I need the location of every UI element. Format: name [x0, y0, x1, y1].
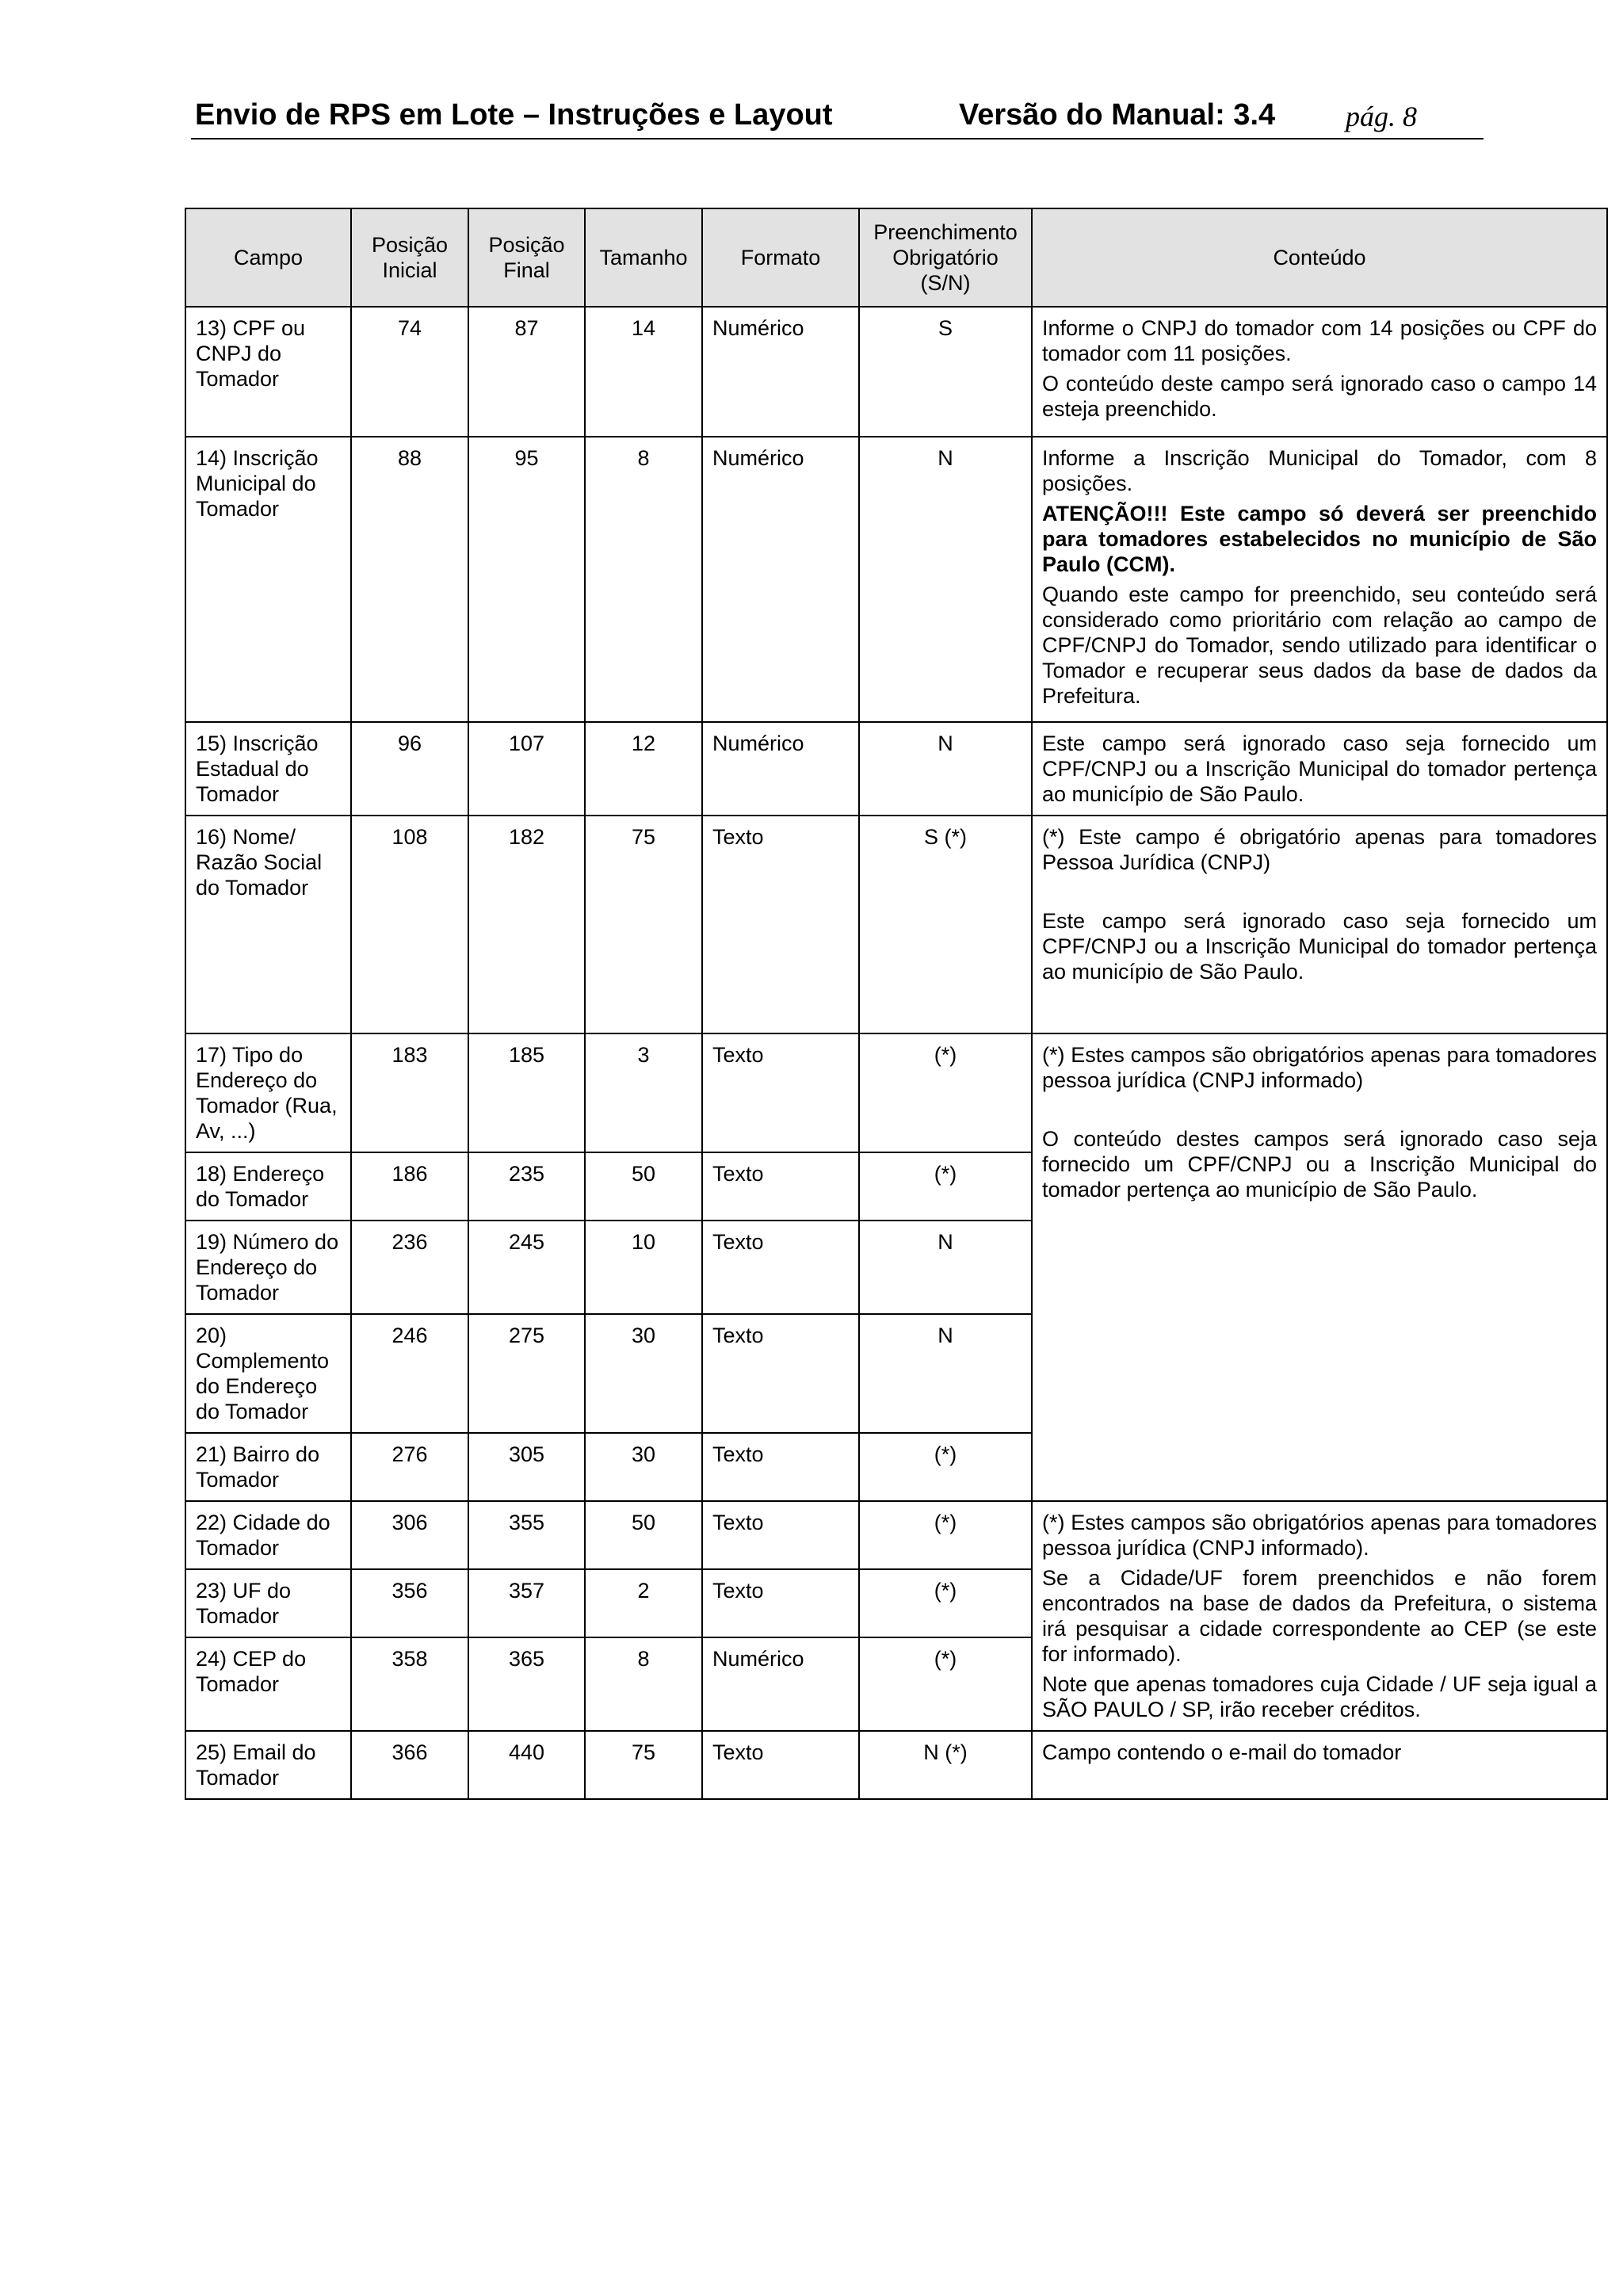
cell-pos-inicial: 358: [351, 1637, 468, 1731]
cell-pos-final: 245: [468, 1221, 585, 1314]
cell-pos-inicial: 74: [351, 307, 468, 437]
col-header-posicao-inicial: Posição Inicial: [351, 208, 468, 307]
cell-conteudo: [1032, 816, 1607, 1033]
cell-pos-inicial: 276: [351, 1433, 468, 1501]
cell-pos-inicial: 183: [351, 1033, 468, 1152]
cell-formato: Texto: [702, 1221, 859, 1314]
table-row: [185, 307, 1607, 437]
conteudo-paragraph: Informe a Inscrição Municipal do Tomador, com 8 posições.: [1042, 446, 1597, 495]
cell-pos-inicial: 246: [351, 1314, 468, 1433]
cell-pos-final: 355: [468, 1501, 585, 1569]
cell-pos-inicial: 96: [351, 722, 468, 816]
table-row: [185, 1501, 1607, 1569]
table-header-row: [185, 208, 1607, 307]
conteudo-paragraph: (*) Estes campos são obrigatórios apenas para tomadores pessoa jurídica (CNPJ informado): [1042, 1043, 1597, 1092]
cell-pos-final: 107: [468, 722, 585, 816]
cell-pos-final: 87: [468, 307, 585, 437]
cell-formato: Numérico: [702, 1637, 859, 1731]
cell-conteudo-endereco-group: [1032, 1033, 1607, 1501]
col-header-formato: Formato: [702, 208, 859, 307]
cell-pos-final: 275: [468, 1314, 585, 1433]
table-row: [185, 437, 1607, 722]
cell-campo: 17) Tipo do Endereço do Tomador (Rua, Av, ...): [185, 1033, 351, 1152]
cell-formato: Numérico: [702, 722, 859, 816]
cell-campo: 23) UF do Tomador: [185, 1569, 351, 1637]
cell-conteudo: [1032, 722, 1607, 816]
cell-formato: Numérico: [702, 437, 859, 722]
conteudo-paragraph: (*) Estes campos são obrigatórios apenas para tomadores pessoa jurídica (CNPJ informado).: [1042, 1511, 1597, 1560]
cell-tamanho: 30: [585, 1433, 702, 1501]
conteudo-paragraph: Quando este campo for preenchido, seu conteúdo será considerado como prioritário com relação ao campo de CPF/CNPJ do Tomador, sendo utilizado para identificar o Tomador e recuperar seus dados da base de dados da Prefeitura.: [1042, 583, 1597, 708]
cell-campo: 22) Cidade do Tomador: [185, 1501, 351, 1569]
col-header-conteudo: Conteúdo: [1032, 208, 1607, 307]
table-row: [185, 722, 1607, 816]
cell-pos-final: 365: [468, 1637, 585, 1731]
cell-tamanho: 75: [585, 1731, 702, 1799]
cell-tamanho: 50: [585, 1501, 702, 1569]
cell-obrigatorio: (*): [859, 1433, 1032, 1501]
cell-obrigatorio: N: [859, 1221, 1032, 1314]
col-header-tamanho: Tamanho: [585, 208, 702, 307]
cell-obrigatorio: N: [859, 722, 1032, 816]
cell-obrigatorio: (*): [859, 1501, 1032, 1569]
document-title: Envio de RPS em Lote – Instruções e Layout: [195, 98, 833, 132]
cell-pos-final: 357: [468, 1569, 585, 1637]
cell-campo: 21) Bairro do Tomador: [185, 1433, 351, 1501]
cell-pos-final: 440: [468, 1731, 585, 1799]
cell-tamanho: 12: [585, 722, 702, 816]
table-row: [185, 1033, 1607, 1152]
cell-campo: 18) Endereço do Tomador: [185, 1152, 351, 1221]
cell-campo: 14) Inscrição Municipal do Tomador: [185, 437, 351, 722]
cell-pos-final: 182: [468, 816, 585, 1033]
cell-tamanho: 8: [585, 437, 702, 722]
cell-tamanho: 14: [585, 307, 702, 437]
cell-conteudo-cidade-group: [1032, 1501, 1607, 1731]
cell-tamanho: 30: [585, 1314, 702, 1433]
cell-pos-inicial: 356: [351, 1569, 468, 1637]
conteudo-paragraph: O conteúdo destes campos será ignorado caso seja fornecido um CPF/CNPJ ou a Inscrição Municipal do tomador pertença ao município de São Paulo.: [1042, 1127, 1597, 1201]
conteudo-paragraph: Informe o CNPJ do tomador com 14 posições ou CPF do tomador com 11 posições.: [1042, 316, 1597, 365]
cell-obrigatorio: (*): [859, 1033, 1032, 1152]
cell-tamanho: 2: [585, 1569, 702, 1637]
cell-obrigatorio: (*): [859, 1637, 1032, 1731]
cell-obrigatorio: (*): [859, 1569, 1032, 1637]
cell-obrigatorio: (*): [859, 1152, 1032, 1221]
page-number: pág. 8: [1346, 101, 1417, 132]
cell-campo: 20) Complemento do Endereço do Tomador: [185, 1314, 351, 1433]
cell-obrigatorio: N (*): [859, 1731, 1032, 1799]
cell-pos-inicial: 108: [351, 816, 468, 1033]
cell-pos-final: 95: [468, 437, 585, 722]
conteudo-paragraph: Este campo será ignorado caso seja fornecido um CPF/CNPJ ou a Inscrição Municipal do tomador pertença ao município de São Paulo.: [1042, 732, 1597, 806]
cell-pos-inicial: 236: [351, 1221, 468, 1314]
cell-formato: Texto: [702, 1731, 859, 1799]
col-header-campo: Campo: [185, 208, 351, 307]
cell-campo: 13) CPF ou CNPJ do Tomador: [185, 307, 351, 437]
cell-tamanho: 8: [585, 1637, 702, 1731]
cell-pos-final: 305: [468, 1433, 585, 1501]
cell-campo: 16) Nome/ Razão Social do Tomador: [185, 816, 351, 1033]
cell-pos-final: 185: [468, 1033, 585, 1152]
cell-tamanho: 75: [585, 816, 702, 1033]
cell-campo: 24) CEP do Tomador: [185, 1637, 351, 1731]
cell-formato: Texto: [702, 1314, 859, 1433]
cell-tamanho: 3: [585, 1033, 702, 1152]
attention-note: ATENÇÃO!!! Este campo só deverá ser preenchido para tomadores estabelecidos no município de São Paulo (CCM).: [1042, 502, 1597, 576]
cell-conteudo: [1032, 437, 1607, 722]
cell-formato: Texto: [702, 1433, 859, 1501]
conteudo-paragraph: Note que apenas tomadores cuja Cidade / UF seja igual a SÃO PAULO / SP, irão receber créditos.: [1042, 1672, 1597, 1721]
page-header: [191, 94, 1484, 139]
layout-table: [185, 208, 1608, 1800]
cell-campo: 19) Número do Endereço do Tomador: [185, 1221, 351, 1314]
conteudo-paragraph: Se a Cidade/UF forem preenchidos e não forem encontrados na base de dados da Prefeitura, o sistema irá pesquisar a cidade correspondente ao CEP (se este for informado).: [1042, 1566, 1597, 1666]
cell-conteudo: [1032, 307, 1607, 437]
col-header-preenchimento: Preenchimento Obrigatório (S/N): [859, 208, 1032, 307]
conteudo-paragraph: Este campo será ignorado caso seja fornecido um CPF/CNPJ ou a Inscrição Municipal do tomador pertença ao município de São Paulo.: [1042, 909, 1597, 984]
cell-formato: Texto: [702, 1152, 859, 1221]
conteudo-paragraph: O conteúdo deste campo será ignorado caso o campo 14 esteja preenchido.: [1042, 372, 1597, 421]
cell-pos-inicial: 186: [351, 1152, 468, 1221]
cell-formato: Numérico: [702, 307, 859, 437]
cell-campo: 25) Email do Tomador: [185, 1731, 351, 1799]
cell-conteudo: [1032, 1731, 1607, 1799]
cell-tamanho: 50: [585, 1152, 702, 1221]
cell-formato: Texto: [702, 1501, 859, 1569]
cell-obrigatorio: N: [859, 437, 1032, 722]
table-row: [185, 1731, 1607, 1799]
cell-obrigatorio: S: [859, 307, 1032, 437]
cell-tamanho: 10: [585, 1221, 702, 1314]
conteudo-paragraph: (*) Este campo é obrigatório apenas para tomadores Pessoa Jurídica (CNPJ): [1042, 825, 1597, 874]
cell-pos-final: 235: [468, 1152, 585, 1221]
cell-formato: Texto: [702, 1033, 859, 1152]
manual-version: Versão do Manual: 3.4: [959, 98, 1276, 132]
cell-campo: 15) Inscrição Estadual do Tomador: [185, 722, 351, 816]
cell-pos-inicial: 88: [351, 437, 468, 722]
cell-pos-inicial: 366: [351, 1731, 468, 1799]
cell-pos-inicial: 306: [351, 1501, 468, 1569]
cell-obrigatorio: S (*): [859, 816, 1032, 1033]
col-header-posicao-final: Posição Final: [468, 208, 585, 307]
conteudo-paragraph: Campo contendo o e-mail do tomador: [1042, 1740, 1402, 1764]
cell-formato: Texto: [702, 816, 859, 1033]
cell-obrigatorio: N: [859, 1314, 1032, 1433]
cell-formato: Texto: [702, 1569, 859, 1637]
table-row: [185, 816, 1607, 1033]
